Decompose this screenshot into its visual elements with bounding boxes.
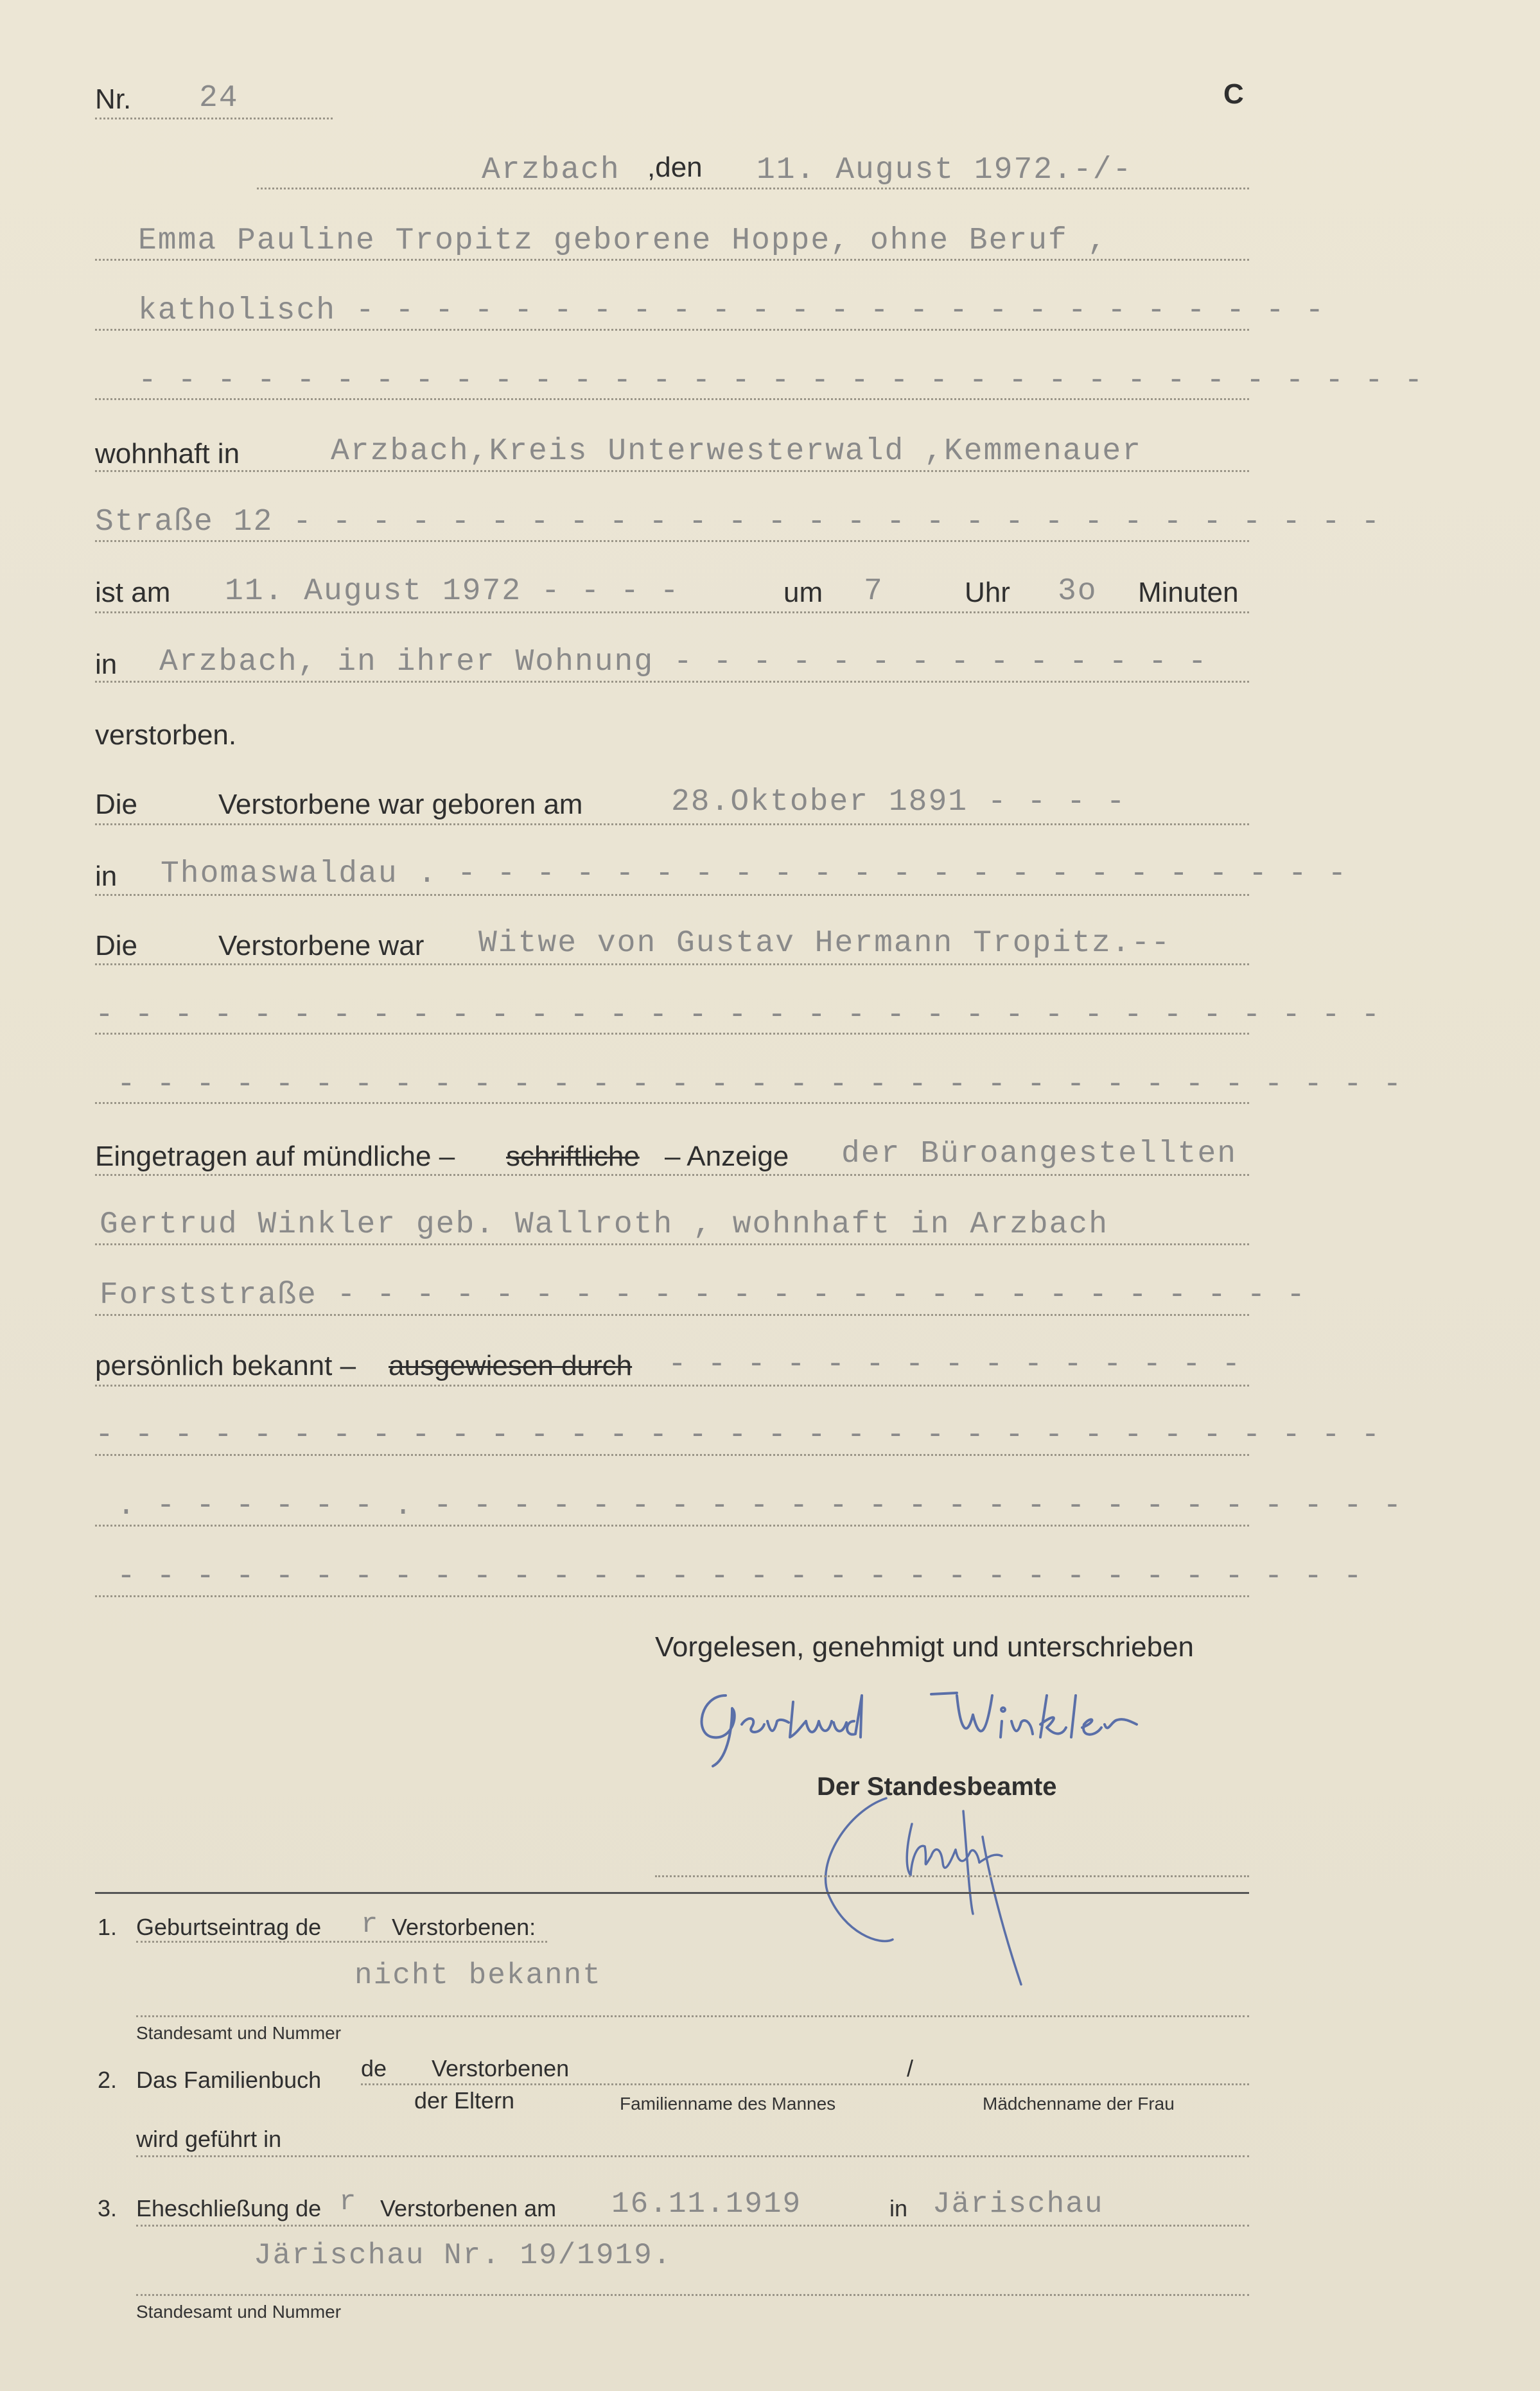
report-line-2: Gertrud Winkler geb. Wallroth , wohnhaft in Arzbach <box>100 1207 1109 1242</box>
eingetragen-label: Eingetragen auf mündliche – <box>95 1141 455 1172</box>
uhr-value: 3o <box>1058 574 1098 609</box>
item2-maedchenname: Mädchenname der Frau <box>983 2094 1175 2114</box>
item1-label-a: Geburtseintrag de <box>136 1914 322 1940</box>
birth-verstorbene-label: Verstorbene war geboren am <box>218 789 583 820</box>
ausgewiesen-label: ausgewiesen durch <box>389 1350 633 1381</box>
death-in-value: Arzbach, in ihrer Wohnung - - - - - - - - - - - - - - <box>159 645 1208 679</box>
religion-line: katholisch - - - - - - - - - - - - - - - - - - - - - - - - - <box>138 293 1326 328</box>
item1-value-underline <box>136 2015 1249 2017</box>
marital-die-label: Die <box>95 930 138 961</box>
report-filler-3: - - - - - - - - - - - - - - - - - - - - - - - - - - - - - - - - <box>117 1559 1363 1594</box>
marital-verstorbene-label: Verstorbene war <box>218 930 424 961</box>
anzeige-label: – Anzeige <box>665 1141 789 1172</box>
item3-sub: Standesamt und Nummer <box>136 2302 342 2322</box>
item2-gefuehrt: wird geführt in <box>136 2126 282 2152</box>
item3-in: in <box>889 2195 908 2221</box>
um-value: 7 <box>864 574 884 609</box>
item3-r: r <box>339 2186 358 2218</box>
birth-date-underline <box>95 823 1249 825</box>
nr-value: 24 <box>199 81 239 116</box>
corner-letter: C <box>1223 78 1244 110</box>
marital-underline <box>95 963 1249 965</box>
report-filler-1: - - - - - - - - - - - - - - - - - - - - - - - - - - - - - - - - - <box>95 1418 1381 1453</box>
vorgelesen-label: Vorgelesen, genehmigt und unterschrieben <box>655 1631 1194 1663</box>
death-in-label: in <box>95 649 118 680</box>
item2-label: Das Familienbuch <box>136 2067 322 2093</box>
marital-value: Witwe von Gustav Hermann Tropitz.-- <box>478 926 1171 961</box>
item3-value: Järischau Nr. 19/1919. <box>254 2239 672 2272</box>
bekannt-underline <box>95 1385 1249 1387</box>
item2-eltern: der Eltern <box>414 2087 515 2114</box>
item3-date: 16.11.1919 <box>611 2187 802 2221</box>
place-value: Arzbach <box>482 153 620 188</box>
report-filler-3-underline <box>95 1595 1249 1597</box>
nr-underline <box>95 118 333 119</box>
marital-filler-1-underline <box>95 1033 1249 1035</box>
item1-r: r <box>361 1909 380 1941</box>
marital-filler-2: - - - - - - - - - - - - - - - - - - - - - - - - - - - - - - - - - <box>117 1067 1403 1102</box>
item3-label-b: Verstorbenen am <box>380 2195 557 2221</box>
report-line-3: Forststraße - - - - - - - - - - - - - - - - - - - - - - - - - <box>100 1278 1307 1313</box>
item2-gefuehrt-underline <box>136 2155 1249 2157</box>
death-underline <box>95 611 1249 613</box>
filler-underline <box>95 398 1249 400</box>
birth-date-value: 28.Oktober 1891 - - - - <box>671 785 1126 819</box>
item2-de: de <box>361 2055 387 2081</box>
item2-slash: / <box>907 2055 914 2081</box>
item2-familienname: Familienname des Mannes <box>620 2094 836 2114</box>
bekannt-label: persönlich bekannt – <box>95 1350 356 1381</box>
item3-value-underline <box>136 2294 1249 2296</box>
name-underline <box>95 259 1249 261</box>
report-filler-1-underline <box>95 1454 1249 1456</box>
wohnhaft-underline <box>95 470 1249 472</box>
item1-label-underline <box>136 1941 547 1943</box>
item3-label-a: Eheschließung de <box>136 2195 322 2221</box>
report-filler-2-underline <box>95 1525 1249 1527</box>
item2-num: 2. <box>98 2067 118 2093</box>
street-line: Straße 12 - - - - - - - - - - - - - - - - - - - - - - - - - - - - <box>95 505 1381 539</box>
wohnhaft-value: Arzbach,Kreis Unterwesterwald ,Kemmenauer <box>331 434 1142 469</box>
standesbeamte-label: Der Standesbeamte <box>817 1773 1057 1801</box>
official-signature-underline <box>655 1875 1249 1877</box>
ist-am-value: 11. August 1972 - - - - <box>225 574 680 609</box>
item3-underline <box>136 2225 1249 2227</box>
report-line-3-underline <box>95 1314 1249 1316</box>
birth-in-label: in <box>95 861 118 892</box>
ist-am-label: ist am <box>95 577 171 608</box>
footer-separator <box>95 1892 1249 1894</box>
marital-filler-1: - - - - - - - - - - - - - - - - - - - - - - - - - - - - - - - - - <box>95 998 1381 1033</box>
item2-underline <box>361 2083 1249 2085</box>
item1-sub: Standesamt und Nummer <box>136 2023 342 2043</box>
verstorben-label: verstorben. <box>95 719 237 751</box>
street-underline <box>95 540 1249 542</box>
birth-place-underline <box>95 894 1249 896</box>
official-signature <box>809 1785 1105 1997</box>
deceased-name: Emma Pauline Tropitz geborene Hoppe, ohne Beruf , <box>138 223 1108 258</box>
date-value: 11. August 1972.-/- <box>757 153 1133 188</box>
schriftliche-label: schriftliche <box>506 1141 640 1172</box>
minuten-label: Minuten <box>1138 577 1239 608</box>
report-line-2-underline <box>95 1243 1249 1245</box>
report-filler-2: . - - - - - - . - - - - - - - - - - - - - - - - - - - - - - - - - <box>117 1489 1403 1523</box>
nr-label: Nr. <box>95 83 132 115</box>
bekannt-filler: - - - - - - - - - - - - - - - <box>668 1347 1242 1382</box>
birth-die-label: Die <box>95 789 138 820</box>
item2-verstorbenen: Verstorbenen <box>432 2055 570 2081</box>
item1-value: nicht bekannt <box>354 1959 602 1992</box>
item3-place: Järischau <box>932 2187 1104 2221</box>
birth-place-value: Thomaswaldau . - - - - - - - - - - - - - - - - - - - - - - - <box>161 857 1348 891</box>
religion-underline <box>95 329 1249 331</box>
date-underline <box>257 188 1249 189</box>
den-label: ,den <box>647 152 703 183</box>
anzeige-value: der Büroangestellten <box>841 1137 1238 1171</box>
item1-label-b: Verstorbenen: <box>392 1914 536 1940</box>
marital-filler-2-underline <box>95 1102 1249 1104</box>
filler-line: - - - - - - - - - - - - - - - - - - - - - - - - - - - - - - - - - <box>138 363 1424 398</box>
item3-num: 3. <box>98 2195 118 2221</box>
item1-num: 1. <box>98 1914 118 1940</box>
um-label: um <box>783 577 823 608</box>
uhr-label: Uhr <box>965 577 1010 608</box>
anzeige-underline <box>95 1174 1249 1176</box>
informant-signature <box>687 1676 1252 1773</box>
wohnhaft-label: wohnhaft in <box>95 438 240 469</box>
death-in-underline <box>95 681 1249 683</box>
